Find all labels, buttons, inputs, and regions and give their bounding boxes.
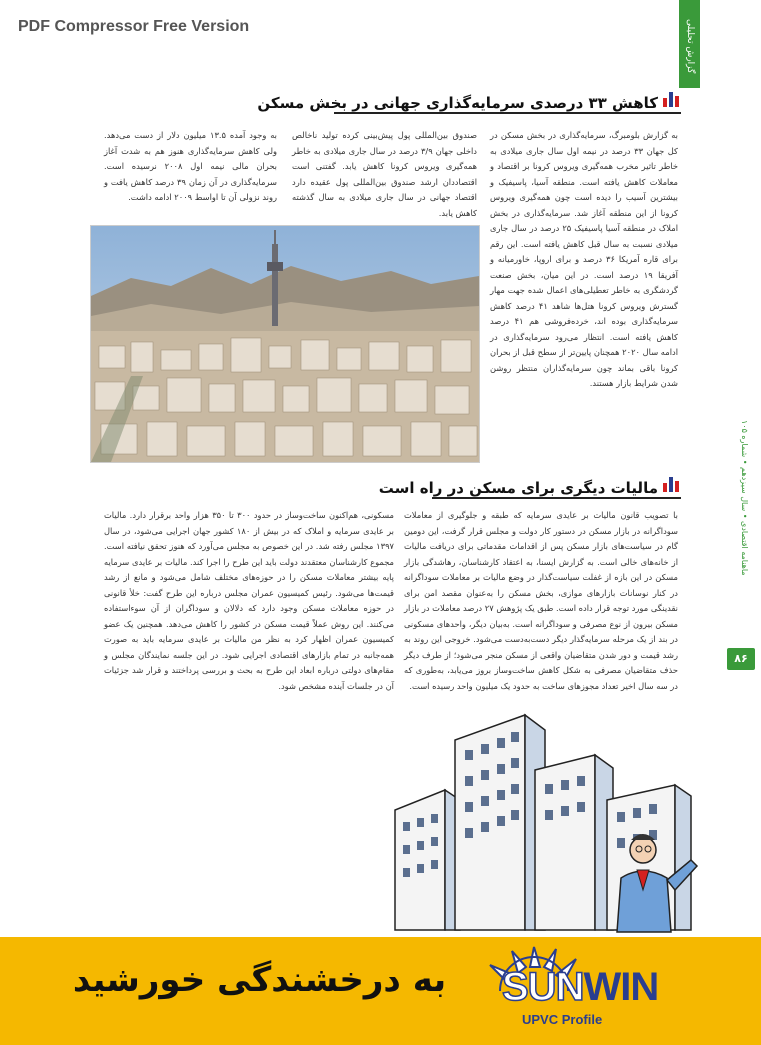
- article1-heading: کاهش ۳۳ درصدی سرمایه‌گذاری جهانی در بخش مسکن: [257, 94, 658, 112]
- chart-logo-icon: [663, 477, 679, 492]
- article1-column-right: به گزارش بلومبرگ، سرمایه‌گذاری در بخش مسکن در کل جهان ۳۳ درصد در نیمه اول سال جاری میلادی به خاطر تاثیر مخرب همه‌گیری ویروس کرونا بر اقتصاد و معاملات کاهش یافته است. منطقه آسیا، پاسیفیک و بیشترین آسیب را دیده است چون همه‌گیری ویروس کرونا از این منطقه آغاز شد. سرمایه‌گذاری در بخش املاک در منطقه آسیا پاسیفیک ۲۵ درصد در سال جاری میلادی نسبت به سال قبل کاهش یافته است. این رقم برای قاره آمریکا ۳۶ درصد و برای اروپا، خاورمیانه و آفریقا ۱۹ درصد است. در این میان، بخش صنعت گردشگری به خاطر تعطیلی‌های اعمال شده جهت مهار گسترش ویروس کرونا هتل‌ها شاهد ۴۱ درصد کاهش سرمایه‌گذاری بوده اند، خرده‌فروشی هم ۴۱ درصد کاهش یافته است. انتظار می‌رود سرمایه‌گذاری در ادامه سال ۲۰۲۰ همچنان پایین‌تر از سطح قبل از بحران کرونا باقی بماند چون سرمایه‌گذاران منتظر روشن شدن شرایط بازار هستند.: [490, 130, 679, 388]
- magazine-issue-label: ماهنامه اقتصادی • سال سیزدهم • شماره ۱۰۵: [740, 420, 749, 576]
- heading-underline: [334, 112, 681, 114]
- article1-column-left: به وجود آمده ۱۳.۵ میلیون دلار از دست می‌دهد. ولی کاهش سرمایه‌گذاری هنوز هم به شدت آغاز بحران مالی نیمه اول ۲۰۰۸ نرسیده است. سرمایه‌گذاری در آن زمان ۳۹ درصد کاهش یافت و روند نزولی آن تا اواسط ۲۰۰۹ ادامه داشت.: [104, 130, 277, 202]
- brand-logo-text: [502, 965, 658, 1010]
- city-photo: [90, 225, 480, 463]
- page-number: ۸۶: [727, 648, 755, 670]
- article2-column-left: مسکونی، هم‌اکنون ساخت‌وساز در حدود ۳۰۰ تا ۳۵۰ هزار واحد برقرار دارد. مالیات بر عایدی سرمایه و املاک که در بیش از ۱۸۰ کشور جهان اجرایی می‌شود، در سال ۱۳۹۷ مجلس رفته شد. در این خصوص به مجلس می‌آورد که هنوز تحقق نیافته است. مجموع کارشناسان معتقدند دولت باید این طرح را اجرا کند. مالیات بر عایدی سرمایه پایه بیشتر معاملات مسکن را در حوزه‌های مختلف شامل می‌شود و مانع از رشد قیمت‌ها می‌شود. رئیس کمیسیون عمران مجلس درباره این طرح گفت: خلأ قانونی در حوزه معاملات مسکن وجود دارد که دلالان و سوداگران از آن سوءاستفاده می‌کنند. این روش عملاً قیمت مسکن در کشور را کاهش می‌دهد. همچنین یک عضو کمیسیون عمران اظهار کرد به نظر من مالیات بر عایدی سرمایه باید به صورت همه‌جانبه در تمام بازارهای اقتصادی اجرایی شود. در این جلسه نمایندگان مجلس و مقام‌های دولتی درباره ابعاد این طرح به بحث و بررسی پرداختند و قرار شد جزئیات آن در جلسات آینده مشخص شود.: [104, 510, 394, 691]
- banner-slogan: به درخشندگی خورشید: [72, 960, 447, 1000]
- article1-column-middle: صندوق بین‌المللی پول پیش‌بینی کرده تولید ناخالص داخلی جهان ۳/۹ درصد در سال جاری میلادی به خاطر همه‌گیری ویروس کرونا کاهش یابد. گفتنی است اقتصاددان ارشد صندوق بین‌المللی پول عقیده دارد اقتصاد جهانی در سال جاری میلادی به سال گذشته کاهش یابد.: [292, 130, 477, 218]
- brand-logo-word-1: SUN: [502, 965, 584, 1009]
- brand-tagline: UPVC Profile: [522, 1012, 603, 1027]
- article2-column-right: با تصویب قانون مالیات بر عایدی سرمایه که طبقه و جلوگیری از معاملات سوداگرانه در بازار مسکن در دستور کار دولت و مجلس قرار گرفت، این دومین گام در سیاست‌های بازار مسکن پس از اقدامات مقدماتی برای دریافت مالیات از خانه‌های خالی است. به گزارش ایسنا، به اعتقاد کارشناسان، رهاشدگی بازار مسکن در این بازه از غفلت سیاست‌گذار در وضع مالیات بر معاملات سوداگرانه در کنار نوسانات بازارهای موازی، بخش مسکن را به‌عنوان مقصد امن برای نقدینگی مورد توجه قرار داده است. طبق یک پژوهش ۲۷ درصد معاملات در بازار مسکن بیرون از نوع مصرفی و سوداگرانه است. به‌بیان دیگر، واحدهای مسکونی در بند از یک مرحله سرمایه‌گذار دیگر دست‌به‌دست می‌شود. خروجی این روند به رشد قیمت و دور شدن متقاضیان واقعی از مسکن منجر می‌شود؛ از طرف دیگر حذف متقاضیان مصرفی به شکل کاهش ساخت‌وساز بروز می‌یابد، به‌طوری که در سه سال اخیر تعداد مجوزهای ساخت به حدود یک میلیون واحد رسیده است.: [404, 510, 678, 691]
- chart-logo-icon: [663, 92, 679, 107]
- buildings-cartoon-illustration: [385, 700, 721, 932]
- article2-heading: مالیات دیگری برای مسکن در راه است: [378, 479, 658, 497]
- heading-underline: [432, 497, 681, 499]
- watermark: PDF Compressor Free Version: [18, 18, 250, 35]
- brand-logo-word-2: WIN: [583, 965, 659, 1009]
- section-sideband-label: گزارش تحلیلی اقتصادی: [664, 18, 695, 74]
